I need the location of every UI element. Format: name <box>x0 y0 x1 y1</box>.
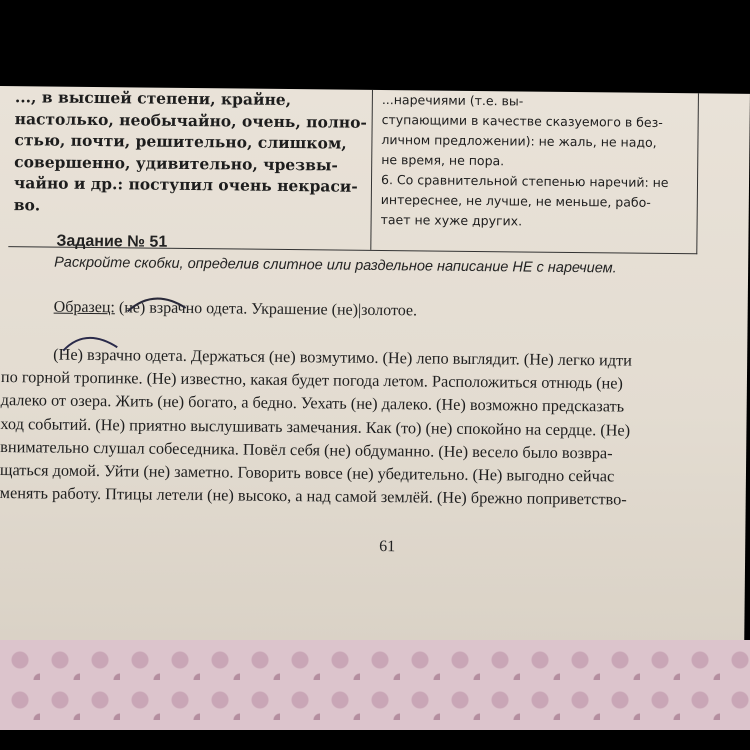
right-line-6: интереснее, не лучше, не меньше, рабо- <box>380 191 651 210</box>
exercise-line-7: менять работу. Птицы летели (не) высоко, а над самой землёй. (Не) брежно поприветство- <box>0 483 627 509</box>
right-line-7: тает не хуже других. <box>380 211 523 229</box>
right-line-2: ступающими в качестве сказуемого в без- <box>381 111 663 130</box>
exercise-line-4: ход событий. (Не) приятно выслушивать замечания. Как (то) (не) спокойно на сердце. (Не) <box>0 413 631 440</box>
top-dark-border <box>0 0 750 92</box>
table-column-divider <box>370 90 373 250</box>
rules-table <box>8 86 699 254</box>
right-line-1: ...наречиями (т.е. вы- <box>381 92 524 109</box>
left-line-5: чайно и др.: поступил очень некраси- <box>13 173 358 196</box>
task-instruction: Раскройте скобки, определив слитное или раздельное написание НЕ с наречием. <box>54 254 617 277</box>
exercise-line-5: внимательно слушал собеседника. Повёл себя (не) обдуманно. (Не) весело было возвра- <box>0 436 613 463</box>
exercise-line-3: далеко от озера. Жить (не) богато, а бедно. Уехать (не) далеко. (Не) возможно предсказать <box>0 390 625 416</box>
left-line-4: совершенно, удивительно, чрезвы- <box>14 151 338 175</box>
left-line-2: настолько, необычайно, очень, полно- <box>14 108 368 132</box>
left-line-3: стью, почти, решительно, слишком, <box>14 130 347 153</box>
sample-text: (не) взрачно одета. Украшение (не)|золотое. <box>114 299 418 320</box>
lace-tablecloth-background <box>0 640 750 735</box>
exercise-line-1: (Не) взрачно одета. Держаться (не) возмутимо. (Не) лепо выглядит. (Не) легко идти <box>53 344 632 370</box>
left-line-1: ..., в высшей степени, крайне, <box>14 87 292 110</box>
right-line-5: 6. Со сравнительной степенью наречий: не <box>380 171 669 191</box>
sample-label: Образец: <box>53 298 116 317</box>
right-line-3: личном предложении): не жаль, не надо, <box>381 131 657 150</box>
page-number: 61 <box>379 537 396 556</box>
sample-line <box>54 299 418 321</box>
textbook-page <box>0 86 750 674</box>
task-title: Задание № 51 <box>56 232 168 251</box>
exercise-text <box>0 342 721 512</box>
exercise-line-6: щаться домой. Уйти (не) заметно. Говорить вовсе (не) убедительно. (Не) выгодно сейчас <box>0 460 615 486</box>
table-right-column <box>381 90 682 233</box>
left-line-6: во. <box>13 194 41 214</box>
table-left-column <box>13 86 368 219</box>
right-line-4: не время, не пора. <box>381 151 505 169</box>
exercise-line-2: по горной тропинке. (Не) известно, какая будет погода летом. Расположиться отнюдь (не) <box>0 367 624 393</box>
bottom-dark-border <box>0 730 750 750</box>
